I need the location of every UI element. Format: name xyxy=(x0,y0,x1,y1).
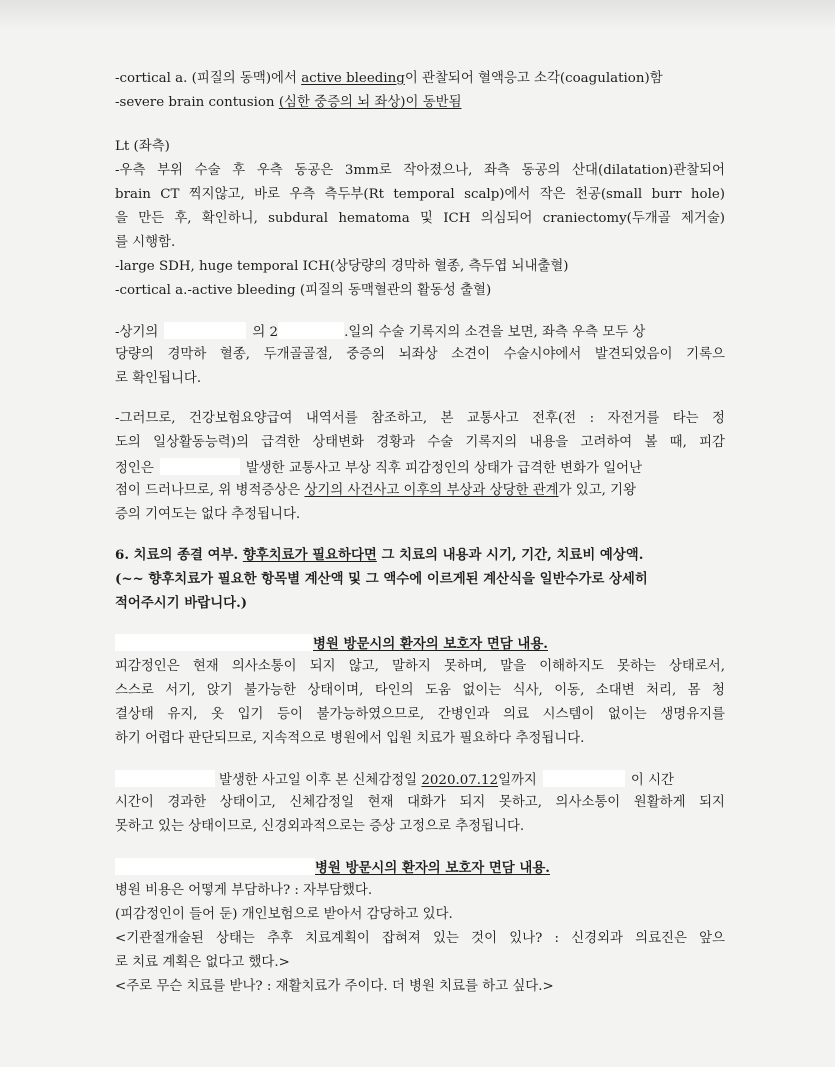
surgery-line-1: -상기의 의 2 .일의 수술 기록지의 소견을 보면, 좌측 우측 모두 상 xyxy=(115,322,725,342)
interview-2-title: 병원 방문시의 환자의 보호자 면담 내용. xyxy=(115,858,725,877)
surgery-line-2: 당량의 경막하 혈종, 두개골골절, 중증의 뇌좌상 소견이 수술시야에서 발견되었음이 기록으 xyxy=(115,347,725,362)
redaction-box xyxy=(115,858,315,875)
therefore-line-3: 정인은 발생한 교통사고 부상 직후 피감정인의 상태가 급격한 변화가 일어난 xyxy=(115,458,725,478)
lt-line: 를 시행함. xyxy=(115,235,176,250)
interview-2-line: <주로 무슨 치료를 받나? : 재활치료가 주이다. 더 병원 치료를 하고 싶다.> xyxy=(115,979,554,994)
line-cortical: -cortical a. (피질의 동맥)에서 active bleeding이 관찰되어 혈액응고 소각(coagulation)함 xyxy=(115,71,663,86)
redaction-box xyxy=(278,322,344,339)
question-6-line-1: 6. 치료의 종결 여부. 향후치료가 필요하다면 그 치료의 내용과 시기, 기간, 치료비 예상액. xyxy=(115,547,644,563)
interview-2-line: (피감정인이 들어 둔) 개인보험으로 받아서 감당하고 있다. xyxy=(115,907,453,922)
lt-line: 을 만든 후, 확인하니, subdural hematoma 및 ICH 의심되어 craniectomy(두개골 제거술) xyxy=(115,211,725,226)
lt-line: -우측 부위 수술 후 우측 동공은 3mm로 작아졌으나, 좌측 동공의 산대(dilatation)관찰되어 xyxy=(115,163,725,178)
scan-shadow xyxy=(0,0,835,30)
redaction-box xyxy=(115,634,313,651)
redaction-box xyxy=(543,770,625,787)
redaction-box xyxy=(115,770,215,787)
therefore-line-4: 점이 드러나므로, 위 병적증상은 상기의 사건사고 이후의 부상과 상당한 관계가 있고, 기왕 xyxy=(115,483,637,498)
therefore-line-1: -그러므로, 건강보험요양급여 내역서를 참조하고, 본 교통사고 전후(전 : 자전거를 타는 정 xyxy=(115,411,725,426)
line-contusion: -severe brain contusion (심한 중증의 뇌 좌상)이 동반됨 xyxy=(115,95,462,110)
interview-1-line: 피감정인은 현재 의사소통이 되지 않고, 말하지 못하며, 말을 이해하지도 못하는 상태로서, xyxy=(115,659,725,674)
surgery-line-3: 로 확인됩니다. xyxy=(115,371,202,386)
redaction-box xyxy=(164,322,246,339)
therefore-line-5: 증의 기여도는 없다 추정됩니다. xyxy=(115,507,301,522)
interview-2-line: 병원 비용은 어떻게 부담하나? : 자부담했다. xyxy=(115,883,373,898)
since-line-3: 못하고 있는 상태이므로, 신경외과적으로는 증상 고정으로 추정됩니다. xyxy=(115,819,525,834)
interview-1-title: 병원 방문시의 환자의 보호자 면담 내용. xyxy=(115,634,725,653)
interview-2-line: 로 치료 계획은 없다고 했다.> xyxy=(115,955,290,970)
lt-line: brain CT 찍지않고, 바로 우측 측두부(Rt temporal scalp)에서 작은 천공(small burr hole) xyxy=(115,187,725,202)
interview-1-line: 결상태 유지, 옷 입기 등이 불가능하였으므로, 간병인과 의료 시스템이 없이는 생명유지를 xyxy=(115,707,725,722)
question-6-line-3: 적어주시기 바랍니다.) xyxy=(115,595,248,611)
therefore-line-2: 도의 일상활동능력)의 급격한 상태변화 경황과 수술 기록지의 내용을 고려하여 볼 때, 피감 xyxy=(115,435,725,450)
since-line-2: 시간이 경과한 상태이고, 신체감정일 현재 대화가 되지 못하고, 의사소통이 원활하게 되지 xyxy=(115,795,725,810)
interview-1-line: 스스로 서기, 앉기 불가능한 상태이며, 타인의 도움 없이는 식사, 이동, 소대변 처리, 몸 청 xyxy=(115,683,725,698)
lt-line: -cortical a.-active bleeding (피질의 동맥혈관의 활동성 출혈) xyxy=(115,283,492,298)
since-line-1: 발생한 사고일 이후 본 신체감정일 2020.07.12일까지 이 시간 xyxy=(115,770,725,790)
lt-heading: Lt (좌측) xyxy=(115,139,170,154)
lt-line: -large SDH, huge temporal ICH(상당량의 경막하 혈종, 측두엽 뇌내출혈) xyxy=(115,259,569,274)
redaction-box xyxy=(160,458,240,475)
question-6-line-2: (~~ 향후치료가 필요한 항목별 계산액 및 그 액수에 이르게된 계산식을 일반수가로 상세히 xyxy=(115,571,648,587)
interview-2-line: <기관절개술된 상태는 추후 치료계획이 잡혀져 있는 것이 있나? : 신경외과 의료진은 앞으 xyxy=(115,931,725,946)
interview-1-line: 하기 어렵다 판단되므로, 지속적으로 병원에서 입원 치료가 필요하다 추정됩니다. xyxy=(115,731,585,746)
